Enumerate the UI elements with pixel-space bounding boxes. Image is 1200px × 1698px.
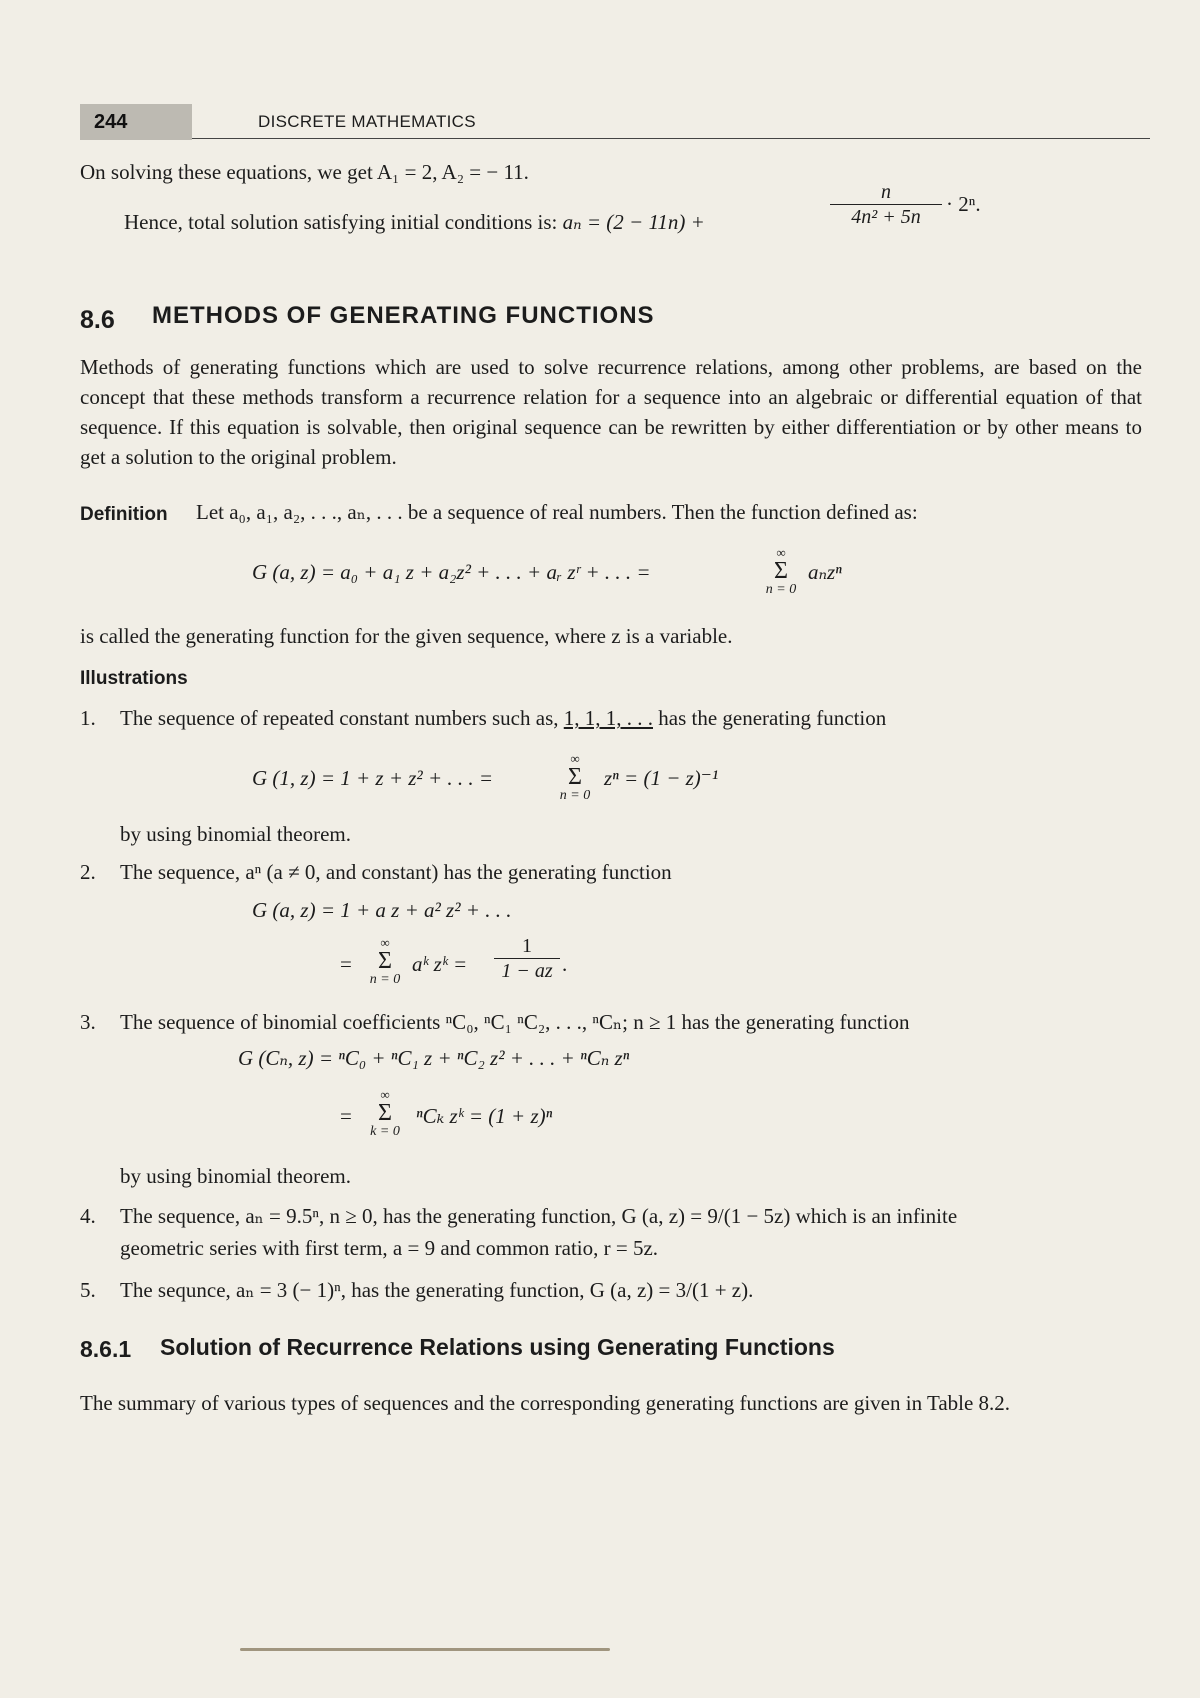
illustration-1-sigma-bottom: n = 0	[559, 788, 591, 803]
sigma-symbol: Σ	[568, 764, 582, 790]
illustration-2-frac-num: 1	[522, 935, 532, 957]
running-head: DISCRETE MATHEMATICS	[258, 112, 476, 131]
definition-sigma	[756, 546, 806, 597]
intro-line-2	[124, 210, 705, 235]
sigma-symbol: Σ	[378, 948, 392, 974]
illustration-4-number: 4.	[80, 1204, 96, 1228]
sigma-symbol: Σ	[378, 1100, 392, 1126]
illustration-1-number: 1.	[80, 706, 96, 730]
illustration-3-after: by using binomial theorem.	[120, 1164, 351, 1188]
illustration-1-sigma-top: ∞	[570, 751, 580, 766]
definition-sigma-bottom: n = 0	[765, 582, 797, 597]
illustrations-label: Illustrations	[80, 668, 188, 689]
illustration-3-number: 3.	[80, 1010, 96, 1034]
intro-frac-num: n	[881, 181, 891, 203]
illustration-1-eq-left: G (1, z) = 1 + z + z² + . . . =	[252, 766, 494, 790]
definition-equation-left: G (a, z) = a₀ + a₁ z + a₂z² + . . . + aᵣ zʳ + . . . =	[252, 560, 651, 584]
illustration-5-line-1: The sequnce, aₙ = 3 (− 1)ⁿ, has the generating function, G (a, z) = 3/(1 + z).	[120, 1278, 754, 1302]
definition-sigma-top: ∞	[776, 545, 786, 560]
header-rule	[192, 138, 1150, 139]
intro-line-2-expr: aₙ = (2 − 11n) +	[562, 210, 705, 234]
definition-label: Definition	[80, 504, 168, 525]
intro-fraction	[830, 180, 942, 229]
definition-text: Let a₀, a₁, a₂, . . ., aₙ, . . . be a sequence of real numbers. Then the function defined as:	[196, 500, 918, 524]
intro-line-2-text: Hence, total solution satisfying initial conditions is:	[124, 210, 558, 234]
illustration-3-eq1: G (Cₙ, z) = ⁿC₀ + ⁿC₁ z + ⁿC₂ z² + . . . + ⁿCₙ zⁿ	[238, 1046, 630, 1070]
illustration-2-fraction	[494, 934, 560, 983]
illustration-2-eq2-prefix: =	[340, 952, 352, 976]
illustration-1-text-b: 1, 1, 1, . . .	[563, 706, 653, 730]
illustration-2-sigma-bottom: n = 0	[369, 972, 401, 987]
illustration-5-number: 5.	[80, 1278, 96, 1302]
illustration-2-frac-den: 1 − az	[501, 960, 553, 982]
page-number: 244	[80, 104, 192, 140]
definition-sigma-term: aₙzⁿ	[808, 560, 842, 584]
illustration-2-text: The sequence, aⁿ (a ≠ 0, and constant) has the generating function	[120, 860, 672, 884]
illustration-2-eq2-tail: .	[562, 952, 568, 976]
illustration-2-eq2-term: aᵏ zᵏ =	[412, 952, 468, 976]
sigma-symbol: Σ	[774, 558, 788, 584]
illustration-3-sigma	[360, 1088, 410, 1139]
subsection-title: Solution of Recurrence Relations using Generating Functions	[160, 1334, 835, 1360]
section-number: 8.6	[80, 306, 115, 334]
illustration-3-sigma-top: ∞	[380, 1087, 390, 1102]
illustration-4-line-2: geometric series with first term, a = 9 and common ratio, r = 5z.	[120, 1236, 659, 1260]
illustration-4-line-1: The sequence, aₙ = 9.5ⁿ, n ≥ 0, has the generating function, G (a, z) = 9/(1 − 5z) which is an infinite	[120, 1204, 958, 1228]
illustration-1-text	[120, 706, 886, 731]
illustration-3-text: The sequence of binomial coefficients ⁿC₀, ⁿC₁ ⁿC₂, . . ., ⁿCₙ; n ≥ 1 has the generating function	[120, 1010, 910, 1034]
subsection-number: 8.6.1	[80, 1336, 132, 1362]
illustration-3-eq2-term: ⁿCₖ zᵏ = (1 + z)ⁿ	[416, 1104, 553, 1128]
definition-after: is called the generating function for the given sequence, where z is a variable.	[80, 624, 733, 648]
bottom-smudge	[240, 1648, 610, 1651]
subsection-paragraph: The summary of various types of sequences and the corresponding generating functions are given in Table 8.2.	[80, 1391, 1011, 1415]
illustration-3-sigma-bottom: k = 0	[370, 1124, 400, 1139]
illustration-1-text-c: has the generating function	[658, 706, 887, 730]
section-title: METHODS OF GENERATING FUNCTIONS	[152, 302, 655, 329]
section-paragraph: Methods of generating functions which are used to solve recurrence relations, among other problems, are based on the concept that these methods transform a recurrence relation for a sequence into an algebraic or differential equation of that sequence. If this equation is solvable, then original sequence can be rewritten by either differentiation or by other means to get a solution to the original problem.	[80, 355, 1142, 469]
intro-line-1: On solving these equations, we get A₁ = 2, A₂ = − 11.	[80, 160, 529, 184]
illustration-2-sigma	[360, 936, 410, 987]
illustration-1-sigma	[550, 752, 600, 803]
illustration-1-after: by using binomial theorem.	[120, 822, 351, 846]
intro-line-2-tail: · 2ⁿ.	[946, 192, 981, 216]
illustration-1-eq-right: zⁿ = (1 − z)⁻¹	[604, 766, 719, 790]
intro-frac-den: 4n² + 5n	[851, 206, 921, 228]
illustration-3-eq2-prefix: =	[340, 1104, 352, 1128]
illustration-2-number: 2.	[80, 860, 96, 884]
illustration-2-eq1: G (a, z) = 1 + a z + a² z² + . . .	[252, 898, 512, 922]
page-header	[80, 104, 1150, 144]
illustration-1-text-a: The sequence of repeated constant numbers such as,	[120, 706, 559, 730]
illustration-2-sigma-top: ∞	[380, 935, 390, 950]
